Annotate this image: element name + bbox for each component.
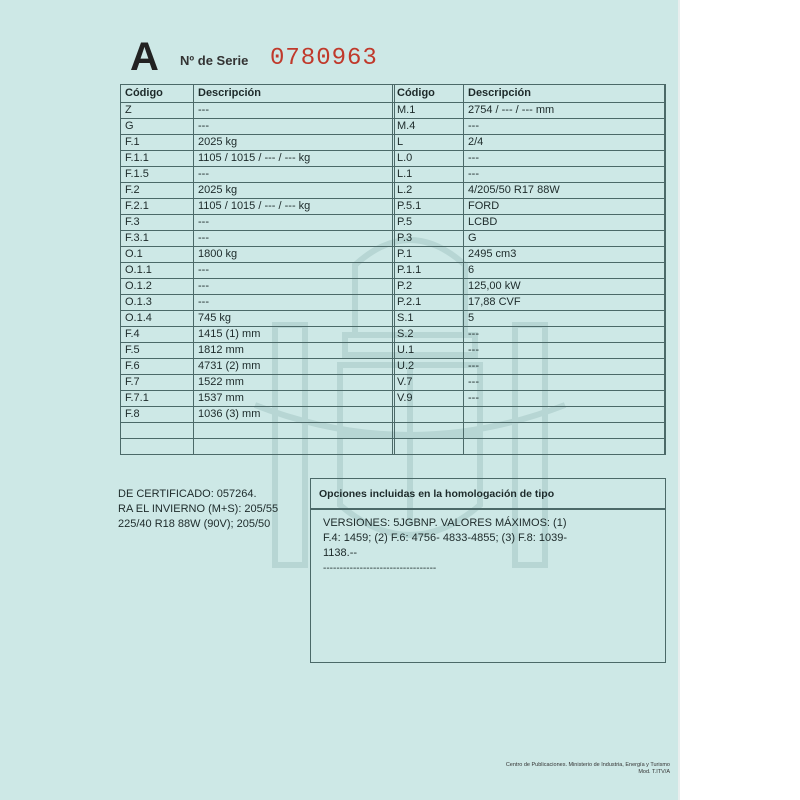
code-cell: F.1.5 bbox=[121, 167, 194, 183]
code-cell: F.4 bbox=[121, 327, 194, 343]
description-cell: --- bbox=[464, 327, 666, 343]
publisher-footer bbox=[490, 762, 670, 776]
code-cell bbox=[393, 423, 464, 439]
code-cell: P.1 bbox=[393, 247, 464, 263]
code-cell bbox=[121, 423, 194, 439]
description-cell: --- bbox=[194, 167, 395, 183]
table-header-row bbox=[121, 85, 395, 103]
table-row bbox=[121, 119, 395, 135]
code-cell: P.2 bbox=[393, 279, 464, 295]
code-cell: F.2 bbox=[121, 183, 194, 199]
description-cell: 1105 / 1015 / --- / --- kg bbox=[194, 151, 395, 167]
table-row bbox=[393, 199, 666, 215]
table-row bbox=[393, 359, 666, 375]
serial-number: 0780963 bbox=[270, 45, 378, 72]
options-line: VERSIONES: 5JGBNP. VALORES MÁXIMOS: (1) bbox=[323, 517, 567, 529]
description-cell: --- bbox=[464, 167, 666, 183]
table-row bbox=[393, 167, 666, 183]
table-row bbox=[393, 231, 666, 247]
code-cell: F.7 bbox=[121, 375, 194, 391]
serial-label: Nº de Serie bbox=[180, 53, 249, 68]
table-row bbox=[393, 247, 666, 263]
table-row bbox=[393, 151, 666, 167]
code-cell: V.7 bbox=[393, 375, 464, 391]
column-header-code: Código bbox=[393, 85, 464, 103]
code-cell: F.5 bbox=[121, 343, 194, 359]
code-cell: F.3.1 bbox=[121, 231, 194, 247]
description-cell: --- bbox=[194, 215, 395, 231]
table-row bbox=[121, 247, 395, 263]
description-cell: 2025 kg bbox=[194, 183, 395, 199]
table-row bbox=[121, 263, 395, 279]
code-cell: F.1 bbox=[121, 135, 194, 151]
description-cell: 4/205/50 R17 88W bbox=[464, 183, 666, 199]
description-cell: --- bbox=[194, 103, 395, 119]
table-row bbox=[393, 391, 666, 407]
column-header-code: Código bbox=[121, 85, 194, 103]
description-cell bbox=[194, 423, 395, 439]
form-letter: A bbox=[130, 35, 158, 79]
code-cell: Z bbox=[121, 103, 194, 119]
table-row bbox=[121, 439, 395, 455]
description-cell: 1800 kg bbox=[194, 247, 395, 263]
code-cell: F.3 bbox=[121, 215, 194, 231]
description-cell: 745 kg bbox=[194, 311, 395, 327]
code-cell: P.1.1 bbox=[393, 263, 464, 279]
options-line: F.4: 1459; (2) F.6: 4756- 4833-4855; (3) F.8: 1039- bbox=[323, 532, 567, 544]
left-code-table bbox=[120, 84, 395, 455]
certificate-notes bbox=[118, 487, 308, 532]
table-row bbox=[121, 295, 395, 311]
table-row bbox=[393, 327, 666, 343]
description-cell: --- bbox=[464, 343, 666, 359]
table-row bbox=[121, 135, 395, 151]
options-dashes: ---------------------------------- bbox=[323, 563, 437, 574]
table-row bbox=[393, 263, 666, 279]
code-cell: L.1 bbox=[393, 167, 464, 183]
code-cell: F.6 bbox=[121, 359, 194, 375]
code-cell: S.1 bbox=[393, 311, 464, 327]
code-cell bbox=[121, 439, 194, 455]
code-cell: F.2.1 bbox=[121, 199, 194, 215]
table-row bbox=[393, 295, 666, 311]
description-cell: --- bbox=[464, 375, 666, 391]
table-row bbox=[121, 391, 395, 407]
description-cell: --- bbox=[464, 391, 666, 407]
table-row bbox=[121, 359, 395, 375]
table-row bbox=[121, 343, 395, 359]
certificate-line: 225/40 R18 88W (90V); 205/50 bbox=[118, 518, 271, 530]
table-row bbox=[121, 103, 395, 119]
table-row bbox=[393, 423, 666, 439]
code-cell: U.2 bbox=[393, 359, 464, 375]
table-row bbox=[393, 215, 666, 231]
table-row bbox=[121, 167, 395, 183]
description-cell: 2025 kg bbox=[194, 135, 395, 151]
description-cell: 6 bbox=[464, 263, 666, 279]
code-cell: L.2 bbox=[393, 183, 464, 199]
options-box bbox=[310, 478, 666, 663]
code-cell: O.1.2 bbox=[121, 279, 194, 295]
description-cell bbox=[464, 407, 666, 423]
table-row bbox=[121, 375, 395, 391]
description-cell: --- bbox=[194, 231, 395, 247]
code-cell: O.1.4 bbox=[121, 311, 194, 327]
table-row bbox=[393, 103, 666, 119]
footer-line: Mod. T.ITV/A bbox=[638, 769, 670, 775]
table-row bbox=[121, 151, 395, 167]
description-cell: 17,88 CVF bbox=[464, 295, 666, 311]
code-cell: F.7.1 bbox=[121, 391, 194, 407]
code-cell: O.1 bbox=[121, 247, 194, 263]
options-title: Opciones incluidas en la homologación de tipo bbox=[311, 479, 665, 509]
table-row bbox=[121, 327, 395, 343]
description-cell: 2/4 bbox=[464, 135, 666, 151]
description-cell: 1036 (3) mm bbox=[194, 407, 395, 423]
description-cell: --- bbox=[194, 279, 395, 295]
description-cell: --- bbox=[194, 119, 395, 135]
description-cell: 1537 mm bbox=[194, 391, 395, 407]
table-row bbox=[393, 183, 666, 199]
certificate-line: DE CERTIFICADO: 057264. bbox=[118, 488, 257, 500]
description-cell: --- bbox=[464, 119, 666, 135]
footer-line: Centro de Publicaciones. Ministerio de Industria, Energía y Turismo bbox=[505, 762, 670, 768]
code-cell: P.5 bbox=[393, 215, 464, 231]
table-row bbox=[393, 119, 666, 135]
options-line: 1138.-- bbox=[323, 547, 358, 559]
table-row bbox=[121, 183, 395, 199]
table-row bbox=[121, 231, 395, 247]
description-cell: 1812 mm bbox=[194, 343, 395, 359]
code-cell: F.8 bbox=[121, 407, 194, 423]
code-cell: P.3 bbox=[393, 231, 464, 247]
code-cell bbox=[393, 407, 464, 423]
description-cell bbox=[464, 423, 666, 439]
table-row bbox=[121, 407, 395, 423]
description-cell: 4731 (2) mm bbox=[194, 359, 395, 375]
table-row bbox=[121, 311, 395, 327]
code-cell: U.1 bbox=[393, 343, 464, 359]
description-cell: FORD bbox=[464, 199, 666, 215]
description-cell: --- bbox=[194, 295, 395, 311]
table-row bbox=[393, 135, 666, 151]
right-code-table bbox=[392, 84, 666, 455]
table-row bbox=[121, 199, 395, 215]
code-cell: G bbox=[121, 119, 194, 135]
description-cell: G bbox=[464, 231, 666, 247]
certificate-line: RA EL INVIERNO (M+S): 205/55 bbox=[118, 503, 279, 515]
table-row bbox=[393, 279, 666, 295]
description-cell: 2754 / --- / --- mm bbox=[464, 103, 666, 119]
code-cell: P.2.1 bbox=[393, 295, 464, 311]
description-cell: 1105 / 1015 / --- / --- kg bbox=[194, 199, 395, 215]
table-row bbox=[121, 215, 395, 231]
table-row bbox=[393, 343, 666, 359]
column-header-description: Descripción bbox=[194, 85, 395, 103]
code-cell: O.1.1 bbox=[121, 263, 194, 279]
description-cell: --- bbox=[464, 359, 666, 375]
description-cell bbox=[464, 439, 666, 455]
table-row bbox=[121, 279, 395, 295]
code-cell: M.4 bbox=[393, 119, 464, 135]
description-cell: --- bbox=[464, 151, 666, 167]
options-body bbox=[311, 509, 665, 662]
table-row bbox=[393, 439, 666, 455]
description-cell: 2495 cm3 bbox=[464, 247, 666, 263]
table-row bbox=[393, 311, 666, 327]
description-cell: 5 bbox=[464, 311, 666, 327]
code-cell: V.9 bbox=[393, 391, 464, 407]
code-cell: M.1 bbox=[393, 103, 464, 119]
code-cell: L bbox=[393, 135, 464, 151]
description-cell: --- bbox=[194, 263, 395, 279]
code-cell: P.5.1 bbox=[393, 199, 464, 215]
description-cell bbox=[194, 439, 395, 455]
code-cell: S.2 bbox=[393, 327, 464, 343]
table-row bbox=[393, 375, 666, 391]
code-cell: L.0 bbox=[393, 151, 464, 167]
description-cell: 125,00 kW bbox=[464, 279, 666, 295]
code-cell: O.1.3 bbox=[121, 295, 194, 311]
column-header-description: Descripción bbox=[464, 85, 666, 103]
description-cell: LCBD bbox=[464, 215, 666, 231]
table-header-row bbox=[393, 85, 666, 103]
code-cell bbox=[393, 439, 464, 455]
description-cell: 1415 (1) mm bbox=[194, 327, 395, 343]
description-cell: 1522 mm bbox=[194, 375, 395, 391]
table-row bbox=[393, 407, 666, 423]
code-cell: F.1.1 bbox=[121, 151, 194, 167]
table-row bbox=[121, 423, 395, 439]
